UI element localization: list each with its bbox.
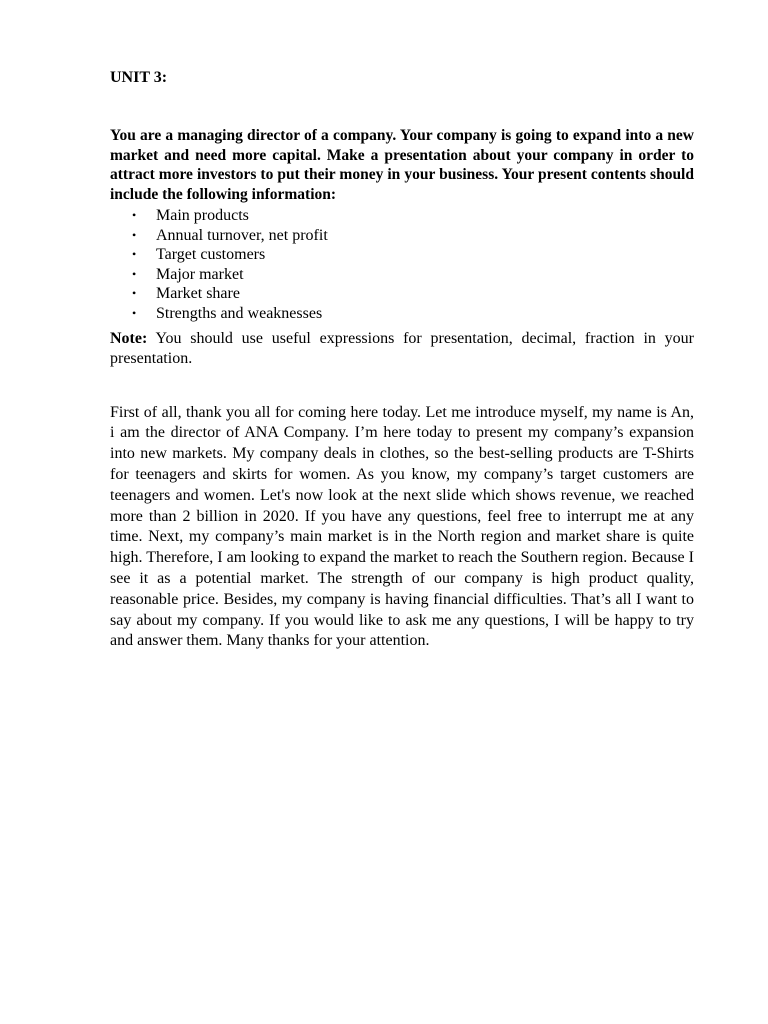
list-item-text: Market share <box>156 285 240 303</box>
note-text: You should use useful expressions for presentation, decimal, fraction in your presentation. <box>110 329 694 367</box>
task-description: You are a managing director of a company. Your company is going to expand into a new market and need more capital. Make a presentation about your company in order to attract more investors to put their money in your business. Your present contents should include the following information: <box>110 127 694 203</box>
list-item <box>110 245 694 265</box>
note-label: Note: <box>110 329 148 347</box>
note-paragraph <box>110 329 694 369</box>
bullet-icon: • <box>132 305 137 320</box>
list-item <box>110 284 694 304</box>
list-item <box>110 304 694 324</box>
list-item <box>110 206 694 226</box>
bullet-icon: • <box>132 208 137 222</box>
list-item-text: Major market <box>156 265 244 283</box>
list-item-text: Target customers <box>156 246 266 264</box>
list-item-text: Strengths and weaknesses <box>156 304 323 322</box>
presentation-speech: First of all, thank you all for coming here today. Let me introduce myself, my name is An, i am the director of ANA Company. I’m here today to present my company’s expansion into new markets. My company deals in clothes, so the best-selling products are T-Shirts for teenagers and skirts for women. As you know, my company’s target customers are teenagers and women. Let's now look at the next slide which shows revenue, we reached more than 2 billion in 2020. If you have any questions, feel free to interrupt me at any time. Next, my company’s main market is in the North region and market share is quite high. Therefore, I am looking to expand the market to reach the Southern region. Because I see it as a potential market. The strength of our company is high product quality, reasonable price. Besides, my company is having financial difficulties. That’s all I want to say about my company. If you would like to ask me any questions, I will be happy to try and answer them. Many thanks for your attention. <box>110 403 694 650</box>
content-requirements-list <box>110 206 694 324</box>
list-item <box>110 226 694 246</box>
bullet-icon: • <box>132 266 137 281</box>
unit-title: UNIT 3: <box>110 69 168 86</box>
list-item-text: Main products <box>156 207 249 224</box>
list-item <box>110 265 694 285</box>
list-item-text: Annual turnover, net profit <box>156 226 328 244</box>
bullet-icon: • <box>132 247 137 262</box>
bullet-icon: • <box>132 286 137 301</box>
document-page <box>110 68 694 652</box>
bullet-icon: • <box>132 227 137 242</box>
